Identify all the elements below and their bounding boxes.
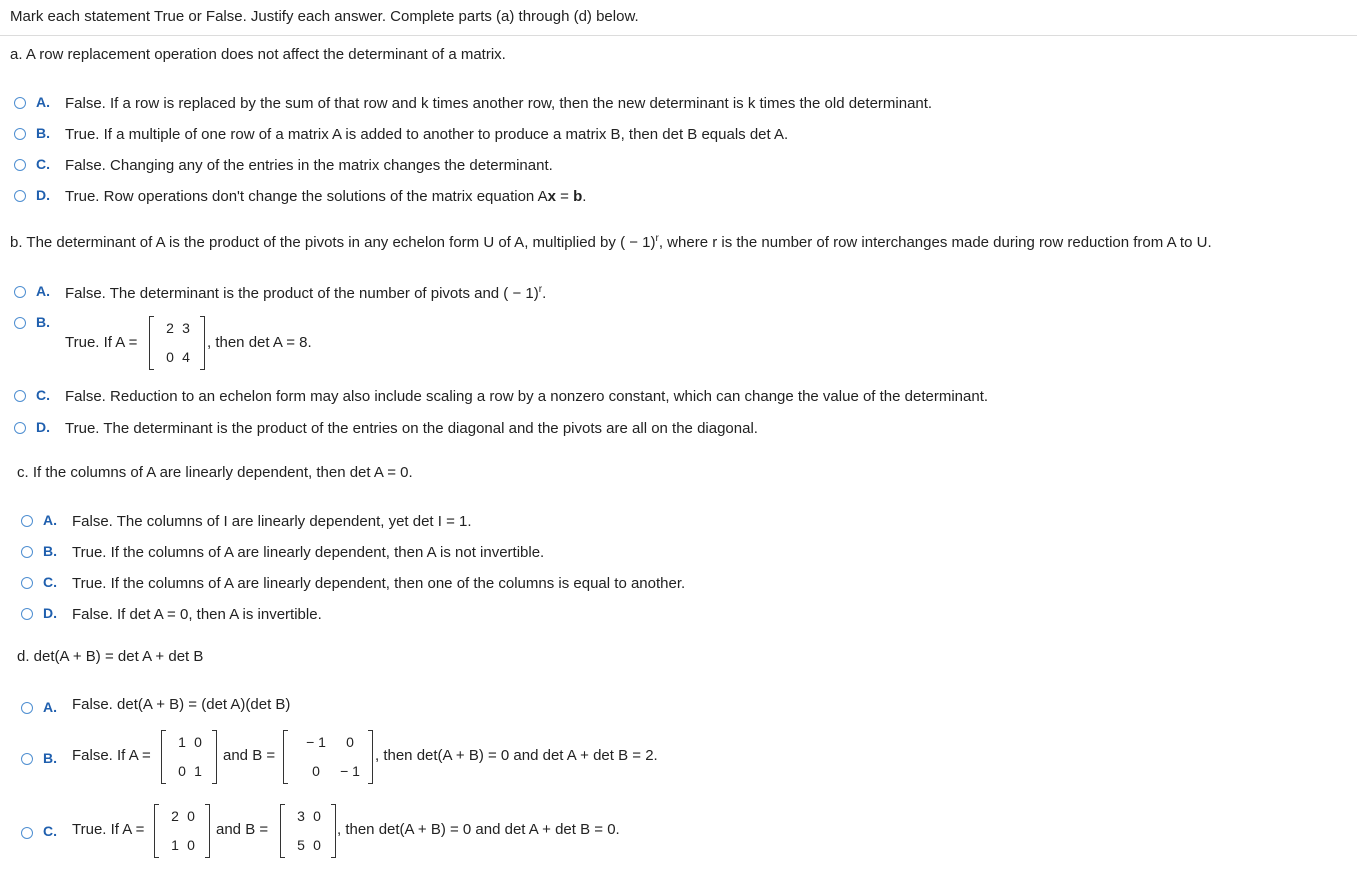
option-letter: A. — [43, 699, 57, 715]
radio-c-C[interactable] — [21, 577, 33, 589]
matrix-cell: 2 — [166, 320, 174, 336]
question-b: b. The determinant of A is the product of the pivots in any echelon form U of A, multiplied by ( − 1)$^r$, where r is the number of row interchanges made during row reduction from A to U. — [10, 233, 1212, 251]
question-d: d. det(A + B) = det A + det B — [17, 648, 204, 665]
option-d-B-text[interactable]: False. If A = — [72, 747, 151, 764]
option-c-C[interactable]: True. If the columns of A are linearly dependent, then one of the columns is equal to another. — [72, 575, 686, 592]
option-a-B[interactable]: True. If a multiple of one row of a matrix A is added to another to produce a matrix B, then det B equals det A. — [65, 126, 789, 143]
matrix-cell: 3 — [297, 808, 305, 824]
divider — [0, 35, 1357, 36]
matrix-A — [161, 730, 217, 784]
radio-b-D[interactable] — [14, 422, 26, 434]
option-b-C[interactable]: False. Reduction to an echelon form may also include scaling a row by a nonzero constant, which can change the value of the determinant. — [65, 388, 989, 405]
option-d-B-text-post[interactable]: , then det(A + B) = 0 and det A + det B = 2. — [375, 747, 658, 764]
matrix-cell: 0 — [313, 808, 321, 824]
question-c: c. If the columns of A are linearly dependent, then det A = 0. — [17, 464, 413, 481]
matrix-cell: 0 — [187, 837, 195, 853]
option-letter: A. — [43, 512, 57, 528]
radio-a-C[interactable] — [14, 159, 26, 171]
option-d-C-and[interactable]: and B = — [216, 821, 269, 838]
option-letter: C. — [36, 387, 50, 403]
option-a-D[interactable]: True. Row operations don't change the solutions of the matrix equation Ax = b. — [65, 188, 587, 205]
instructions: Mark each statement True or False. Justify each answer. Complete parts (a) through (d) below. — [10, 8, 639, 25]
option-d-C-text-post[interactable]: , then det(A + B) = 0 and det A + det B = 0. — [337, 821, 620, 838]
matrix-B — [280, 804, 336, 858]
option-letter: B. — [36, 314, 50, 330]
option-c-D[interactable]: False. If det A = 0, then A is invertible. — [72, 606, 322, 623]
matrix-cell: 1 — [178, 734, 186, 750]
matrix-cell: 0 — [313, 837, 321, 853]
option-b-B-text-post[interactable]: , then det A = 8. — [207, 334, 312, 351]
option-letter: D. — [36, 187, 50, 203]
matrix-cell: 0 — [312, 763, 320, 779]
option-c-A[interactable]: False. The columns of I are linearly dependent, yet det I = 1. — [72, 513, 472, 530]
question-a: a. A row replacement operation does not affect the determinant of a matrix. — [10, 46, 506, 63]
radio-b-C[interactable] — [14, 390, 26, 402]
option-a-A[interactable]: False. If a row is replaced by the sum of that row and k times another row, then the new determinant is k times the old determinant. — [65, 95, 933, 112]
option-letter: B. — [43, 750, 57, 766]
matrix-cell: 0 — [194, 734, 202, 750]
radio-d-B[interactable] — [21, 753, 33, 765]
radio-c-B[interactable] — [21, 546, 33, 558]
option-letter: D. — [36, 419, 50, 435]
matrix-cell: − 1 — [306, 734, 326, 750]
matrix-cell: 0 — [346, 734, 354, 750]
option-d-C-text[interactable]: True. If A = — [72, 821, 145, 838]
option-letter: C. — [36, 156, 50, 172]
option-b-B-text[interactable]: True. If A = — [65, 334, 138, 351]
radio-c-D[interactable] — [21, 608, 33, 620]
matrix-cell: 5 — [297, 837, 305, 853]
option-d-A[interactable]: False. det(A + B) = (det A)(det B) — [72, 696, 291, 713]
option-b-A[interactable]: False. The determinant is the product of the number of pivots and ( − 1)$^r$. — [65, 284, 547, 302]
option-letter: A. — [36, 283, 50, 299]
matrix-cell: 3 — [182, 320, 190, 336]
radio-c-A[interactable] — [21, 515, 33, 527]
option-a-C[interactable]: False. Changing any of the entries in the matrix changes the determinant. — [65, 157, 553, 174]
matrix-cell: 2 — [171, 808, 179, 824]
matrix-cell: 0 — [166, 349, 174, 365]
matrix-A — [149, 316, 205, 370]
matrix-cell: 4 — [182, 349, 190, 365]
option-letter: B. — [43, 543, 57, 559]
matrix-cell: 1 — [194, 763, 202, 779]
option-letter: A. — [36, 94, 50, 110]
option-letter: C. — [43, 574, 57, 590]
radio-a-B[interactable] — [14, 128, 26, 140]
option-d-B-and[interactable]: and B = — [223, 747, 276, 764]
matrix-cell: 0 — [187, 808, 195, 824]
option-c-B[interactable]: True. If the columns of A are linearly dependent, then A is not invertible. — [72, 544, 545, 561]
radio-b-B[interactable] — [14, 317, 26, 329]
radio-b-A[interactable] — [14, 286, 26, 298]
option-b-D[interactable]: True. The determinant is the product of the entries on the diagonal and the pivots are all on the diagonal. — [65, 420, 758, 437]
matrix-cell: − 1 — [340, 763, 360, 779]
radio-a-A[interactable] — [14, 97, 26, 109]
option-letter: B. — [36, 125, 50, 141]
option-letter: C. — [43, 823, 57, 839]
radio-a-D[interactable] — [14, 190, 26, 202]
radio-d-C[interactable] — [21, 827, 33, 839]
matrix-cell: 1 — [171, 837, 179, 853]
matrix-B — [283, 730, 373, 784]
radio-d-A[interactable] — [21, 702, 33, 714]
matrix-cell: 0 — [178, 763, 186, 779]
option-letter: D. — [43, 605, 57, 621]
matrix-A — [154, 804, 210, 858]
